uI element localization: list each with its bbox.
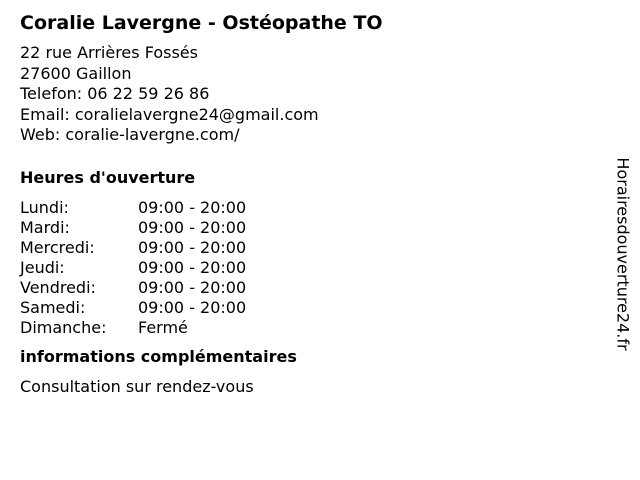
hours-time: 09:00 - 20:00 — [138, 257, 247, 277]
additional-info-heading: informations complémentaires — [20, 346, 297, 366]
hours-row-saturday — [20, 298, 600, 318]
hours-time: Fermé — [138, 317, 188, 337]
hours-day: Jeudi: — [20, 257, 65, 277]
hours-row-friday — [20, 278, 600, 298]
city-postcode: 27600 Gaillon — [20, 63, 132, 83]
hours-day: Lundi: — [20, 197, 69, 217]
hours-time: 09:00 - 20:00 — [138, 217, 247, 237]
business-card — [20, 10, 600, 397]
street-address: 22 rue Arrières Fossés — [20, 43, 198, 62]
hours-row-wednesday — [20, 238, 600, 258]
hours-day: Samedi: — [20, 297, 86, 317]
hours-time: 09:00 - 20:00 — [138, 197, 247, 217]
hours-time: 09:00 - 20:00 — [138, 237, 247, 257]
opening-hours-heading: Heures d'ouverture — [20, 167, 196, 187]
hours-day: Dimanche: — [20, 317, 107, 337]
additional-info-text: Consultation sur rendez-vous — [20, 376, 254, 396]
hours-day: Mercredi: — [20, 237, 95, 257]
hours-row-monday — [20, 198, 600, 218]
hours-day: Vendredi: — [20, 277, 96, 297]
contact-block — [20, 43, 600, 146]
hours-row-sunday — [20, 318, 600, 338]
site-watermark-text: Horairesdouverture24.fr — [614, 157, 634, 351]
opening-hours-table — [20, 198, 600, 338]
hours-day: Mardi: — [20, 217, 70, 237]
phone-number[interactable]: Telefon: 06 22 59 26 86 — [20, 84, 210, 103]
hours-time: 09:00 - 20:00 — [138, 297, 247, 317]
hours-row-thursday — [20, 258, 600, 278]
hours-time: 09:00 - 20:00 — [138, 277, 247, 297]
site-watermark — [613, 136, 633, 372]
hours-row-tuesday — [20, 218, 600, 238]
email-address[interactable]: Email: coralielavergne24@gmail.com — [20, 104, 319, 124]
business-title: Coralie Lavergne - Ostéopathe TO — [20, 12, 383, 34]
website-link[interactable]: Web: coralie-lavergne.com/ — [20, 125, 240, 144]
